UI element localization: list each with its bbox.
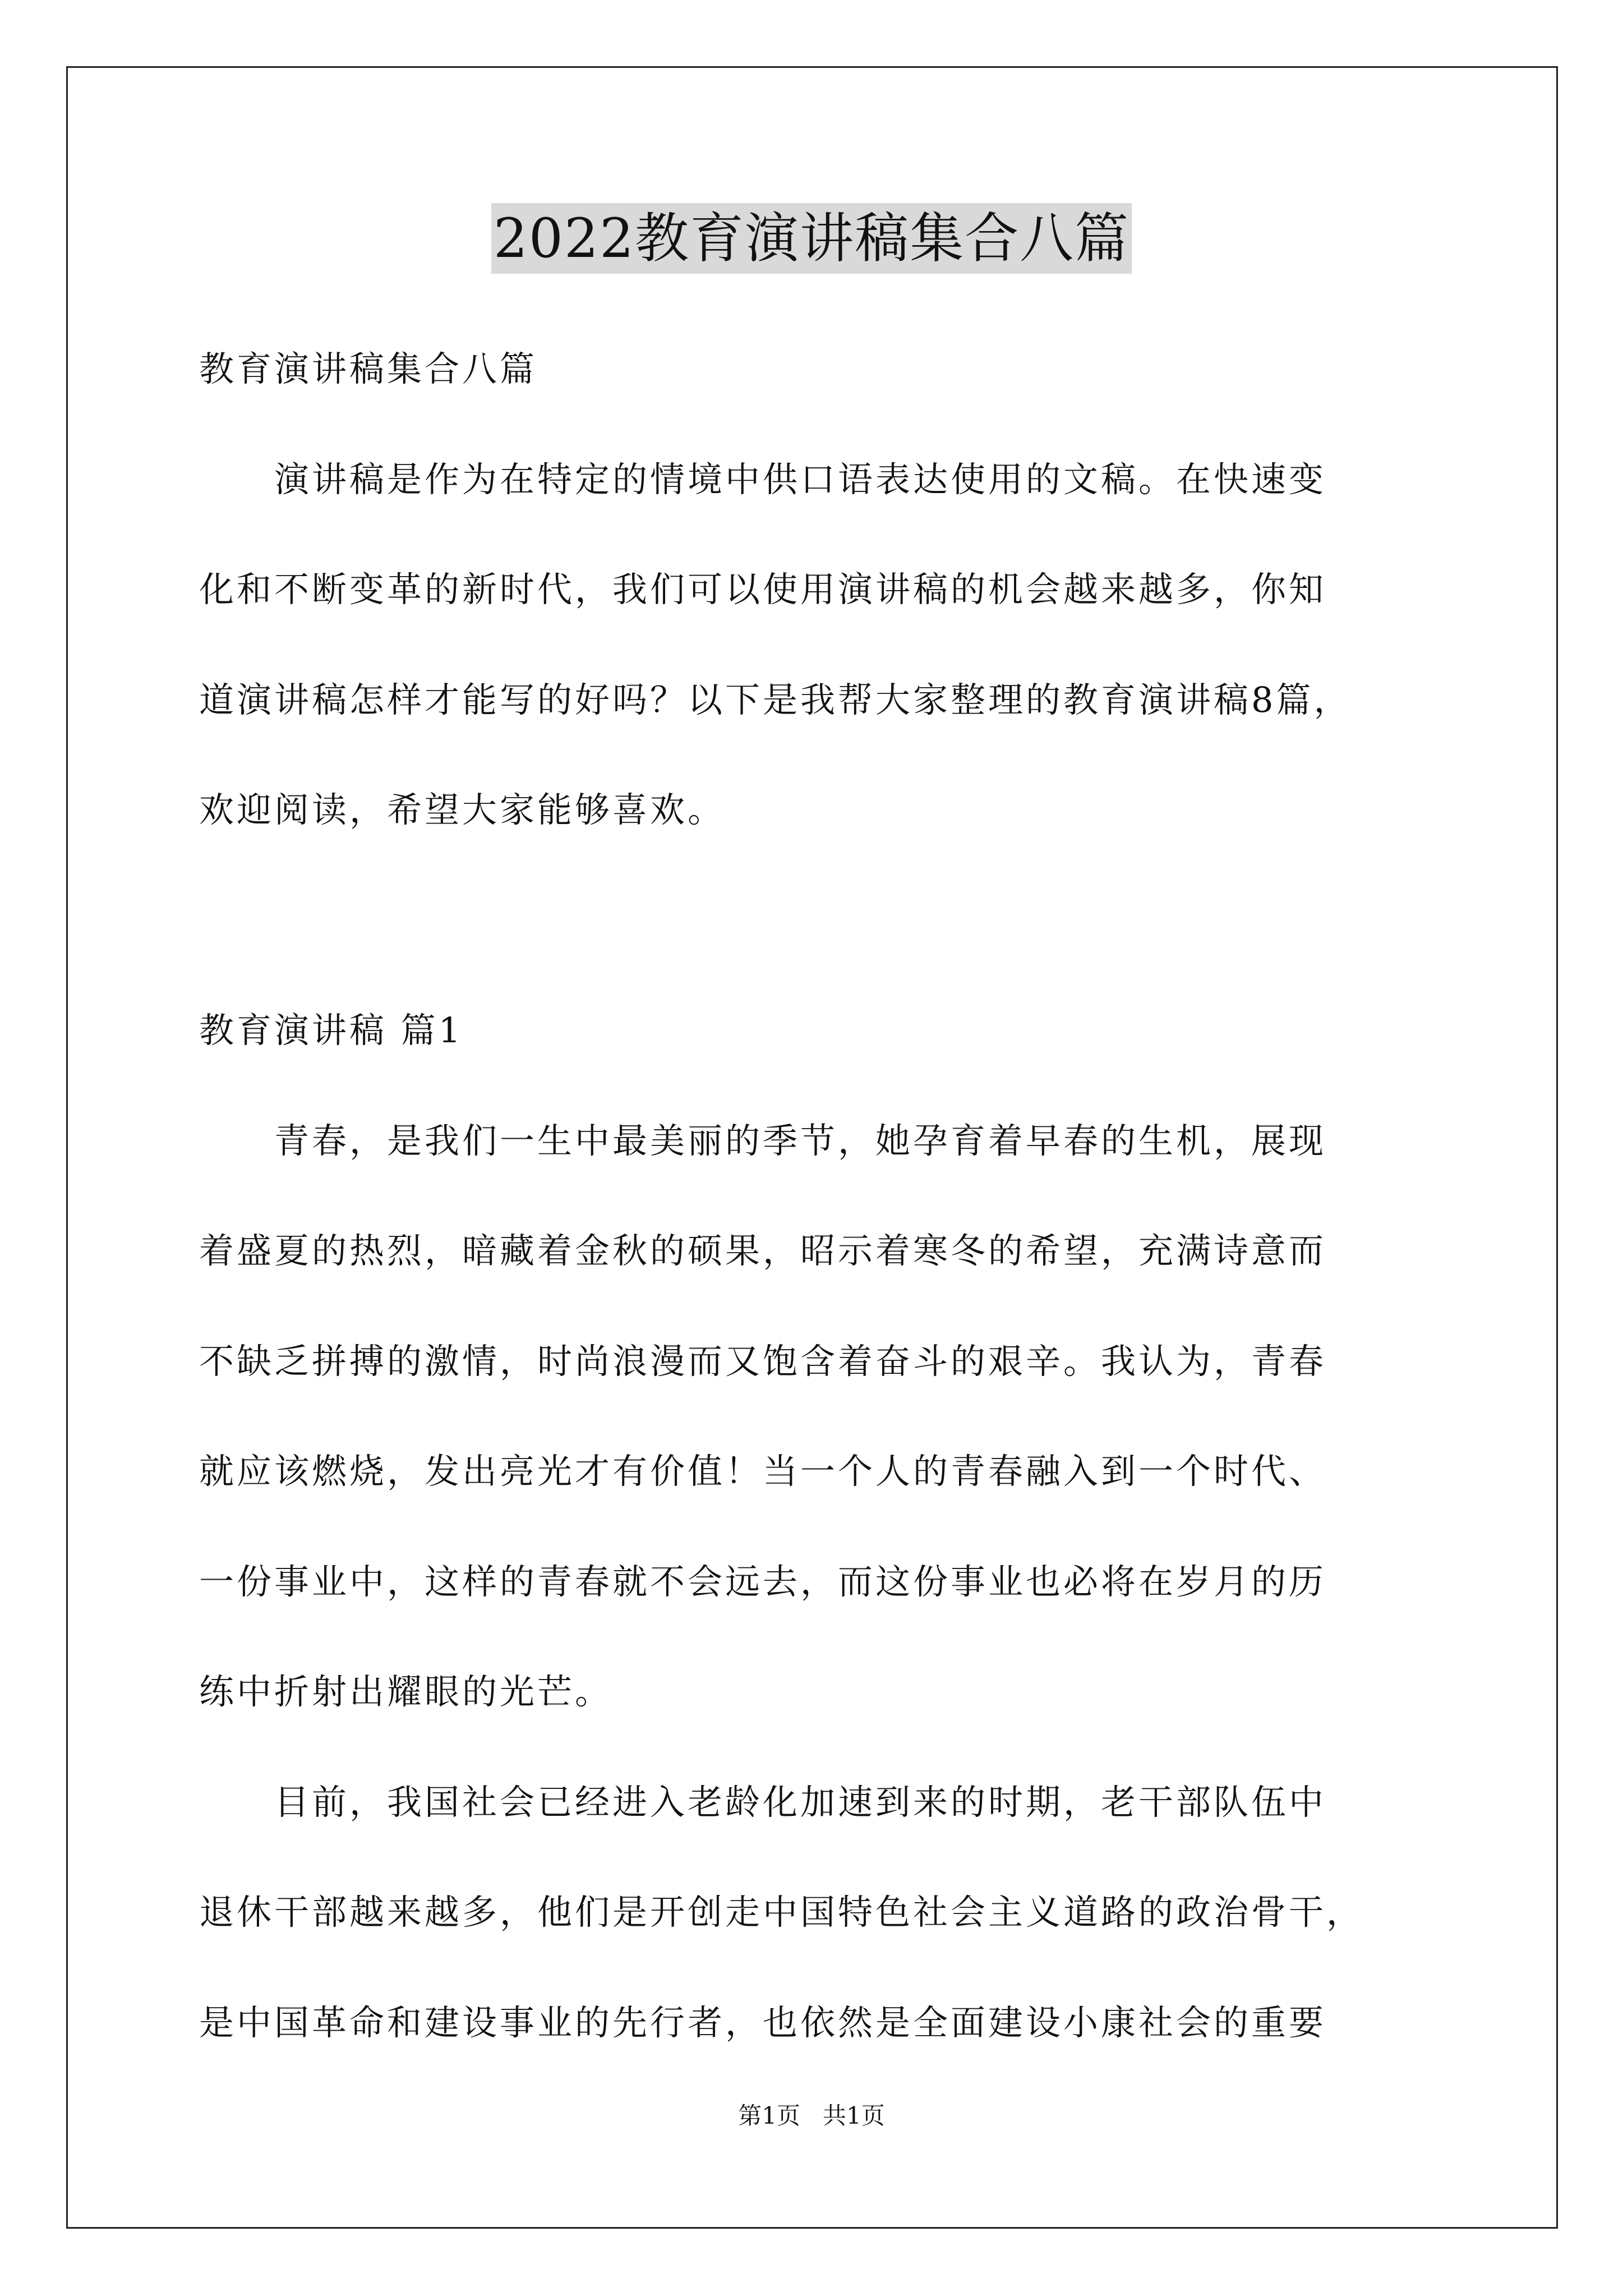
title-container: [0, 203, 1623, 274]
paragraph-line: 退休干部越来越多，他们是开创走中国特色社会主义道路的政治骨干，: [199, 1892, 1364, 1932]
paragraph-line: 欢迎阅读，希望大家能够喜欢。: [199, 789, 726, 830]
paragraph-line: 练中折射出耀眼的光芒。: [199, 1671, 613, 1712]
page-footer: 第1页 共1页: [738, 2102, 885, 2129]
paragraph-line: 演讲稿是作为在特定的情境中供口语表达使用的文稿。在快速变: [199, 458, 1327, 500]
paragraph-line: 着盛夏的热烈，暗藏着金秋的硕果，昭示着寒冬的希望，充满诗意而: [199, 1230, 1327, 1271]
paragraph-line: 是中国革命和建设事业的先行者，也依然是全面建设小康社会的重要: [199, 2001, 1327, 2043]
paragraph-line: 青春，是我们一生中最美丽的季节，她孕育着早春的生机，展现: [199, 1120, 1327, 1161]
section-heading: 教育演讲稿集合八篇: [199, 348, 538, 389]
section-heading: 教育演讲稿 篇1: [199, 1010, 464, 1051]
paragraph-line: 化和不断变革的新时代，我们可以使用演讲稿的机会越来越多，你知: [199, 569, 1327, 610]
document-body: [199, 314, 1447, 2078]
paragraph-line: 道演讲稿怎样才能写的好吗？以下是我帮大家整理的教育演讲稿8篇，: [199, 679, 1352, 720]
blank-line: [199, 866, 1447, 976]
paragraph-line: 一份事业中，这样的青春就不会远去，而这份事业也必将在岁月的历: [199, 1561, 1327, 1602]
paragraph-line: 目前，我国社会已经进入老龄化加速到来的时期，老干部队伍中: [199, 1781, 1327, 1823]
paragraph-line: 就应该燃烧，发出亮光才有价值！当一个人的青春融入到一个时代、: [199, 1451, 1327, 1492]
paragraph-line: 不缺乏拼搏的激情，时尚浪漫而又饱含着奋斗的艰辛。我认为，青春: [199, 1340, 1327, 1382]
document-title: 2022教育演讲稿集合八篇: [491, 203, 1132, 274]
